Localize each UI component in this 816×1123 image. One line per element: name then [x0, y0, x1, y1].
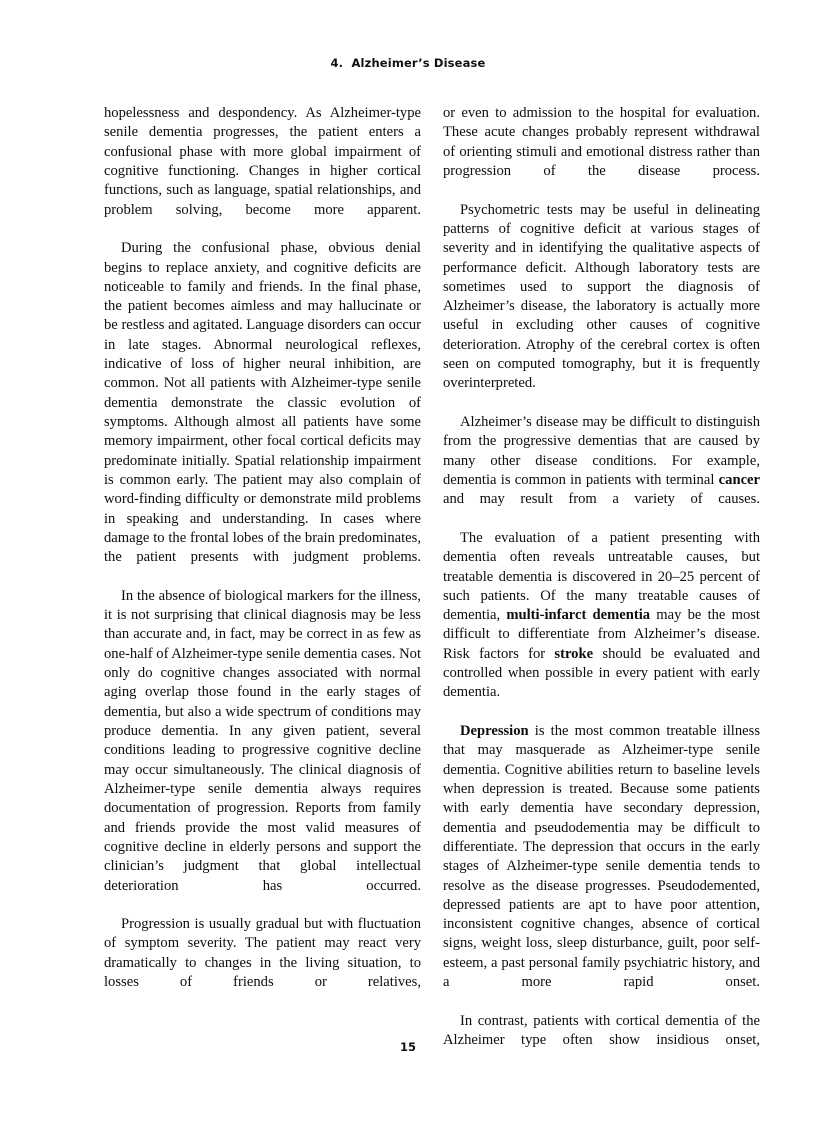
running-head: 4. Alzheimer’s Disease [330, 56, 486, 70]
paragraph: During the confusional phase, obvious denial begins to replace anxiety, and cognitive deficits are noticeable to family and friends. In the final phase, the patient becomes aimless and may hallucinate or be restless and agitated. Language disorders can occur in late stages. Abnormal neurological reflexes, indicative of loss of higher neural inhibition, are common. Not all patients with Alzheimer-type senile dementia demonstrate the classic evolution of symptoms. Although almost all patients have some memory impairment, other focal cortical deficits may predominate initially. Spatial relationship impairment is common early. The patient may also complain of word-finding difficulty or demonstrate mild problems in speaking and understanding. In cases where damage to the frontal lobes of the brain predominates, the patient presents with judgment problems. [104, 240, 421, 566]
paragraph: In contrast, patients with cortical dementia of the Alzheimer type often show insidious onset, [443, 1012, 760, 1048]
right-column [443, 104, 760, 1048]
emphasis-term: cancer [718, 471, 760, 488]
left-column [104, 104, 421, 1014]
emphasis-term: stroke [554, 645, 594, 662]
text-run: should be evaluated and controlled when possible in every patient with early dementia. [443, 645, 760, 701]
paragraph: or even to admission to the hospital for evaluation. These acute changes probably represent withdrawal of orienting stimuli and emotional distress rather than progression of the disease process. [443, 105, 760, 179]
paragraph [443, 413, 760, 529]
page-number: 15 [399, 1040, 416, 1054]
text-run: The evaluation of a patient presenting with dementia often reveals untreatable causes, but treatable dementia is discovered in 20–25 percent of such patients. Of the many treatable causes of dementia, [443, 529, 760, 624]
paragraph: Progression is usually gradual but with fluctuation of symptom severity. The patient may react very dramatically to changes in the living situation, to losses of friends or relatives, [104, 916, 421, 991]
text-run: and may result from a variety of causes. [443, 491, 760, 508]
text-run: Alzheimer’s disease may be difficult to distinguish from the progressive dementias that are caused by many other disease conditions. For example, dementia is common in patients with terminal [443, 414, 760, 488]
paragraph [443, 529, 760, 722]
emphasis-term: multi-infarct dementia [506, 607, 651, 624]
text-run: is the most common treatable illness that may masquerade as Alzheimer-type senile dementia. Cognitive abilities return to baseline levels when depression is treated. Because some patients with early dementia have secondary depression, dementia and pseudodementia may be difficult to differentiate. The depression that occurs in the early stages of Alzheimer-type senile dementia tends to resolve as the disease progresses. Pseudodemented, depressed patients are apt to have poor attention, inconsistent cognitive changes, absence of cortical signs, weight loss, sleep disturbance, guilt, poor self-esteem, a past personal family psychiatric history, and a more rapid onset. [443, 723, 760, 991]
emphasis-term: Depression [460, 723, 529, 739]
paragraph: In the absence of biological markers for the illness, it is not surprising that clinical diagnosis may be less than accurate and, in fact, may be correct in as few as one-half of Alzheimer-type senile dementia cases. Not only do cognitive changes associated with normal aging overlap those found in the early stages of dementia, but also a wide spectrum of conditions may produce dementia. In any given patient, several conditions leading to progressive cognitive decline may occur simultaneously. The clinical diagnosis of Alzheimer-type senile dementia always requires documentation of progression. Reports from family and friends provide the most valid measures of cognitive decline in elderly persons and support the clinician’s judgment that global intellectual deterioration has occurred. [104, 587, 422, 894]
paragraph: hopelessness and despondency. As Alzheimer-type senile dementia progresses, the patient enters a confusional phase with more global impairment of cognitive functioning. Changes in higher cortical functions, such as language, spatial relationships, and problem solving, become more apparent. [104, 105, 421, 218]
text-run: may be the most difficult to differentiate from Alzheimer’s disease. Risk factors for [443, 607, 760, 662]
paragraph: Psychometric tests may be useful in delineating patterns of cognitive deficit at various stages of severity and in identifying the qualitative aspects of performance deficit. Although laboratory tests are sometimes used to support the diagnosis of Alzheimer’s disease, the laboratory is actually more useful in excluding other causes of cognitive deterioration. Atrophy of the cerebral cortex is often seen on computed tomography, but it is frequently overinterpreted. [443, 201, 760, 392]
paragraph [443, 722, 760, 1012]
